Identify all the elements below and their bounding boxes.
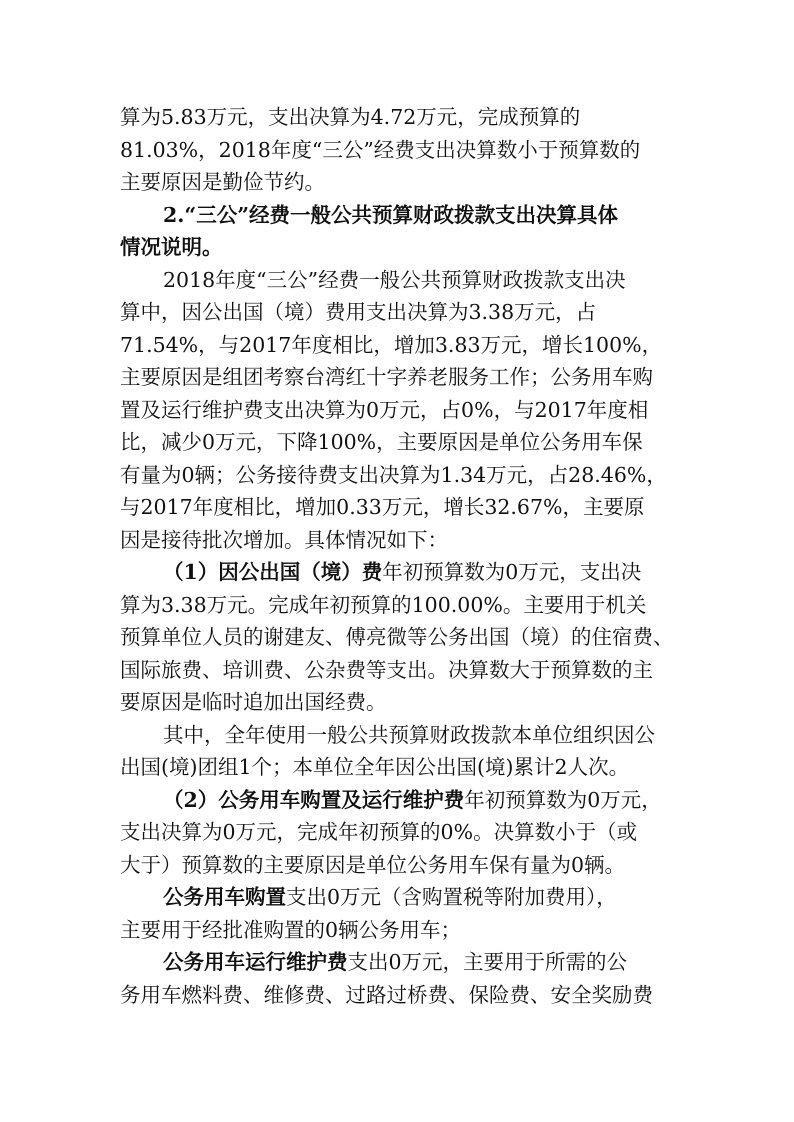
item-3-text: 支出0万元（含购置税等附加费用）， <box>286 885 617 909</box>
text-line: 其中，全年使用一般公共预算财政拨款本单位组织因公 <box>163 723 655 747</box>
item-2-text: 年初预算数为0万元， <box>464 788 662 812</box>
item-3-title: 公务用车购置 <box>163 885 286 909</box>
text-line: 比，减少0万元，下降100%，主要原因是单位公务用车保 <box>120 430 643 454</box>
text-line: 支出决算为0万元，完成年初预算的0%。决算数小于（或 <box>120 820 638 844</box>
item-2-title: （2）公务用车购置及运行维护费 <box>163 788 465 812</box>
item-4-text: 支出0万元，主要用于所需的公 <box>347 950 628 974</box>
text-line: 预算单位人员的谢建友、傅亮微等公务出国（境）的住宿费、 <box>120 625 674 649</box>
item-2-line <box>163 787 662 813</box>
text-line: 算为3.38万元。完成年初预算的100.00%。主要用于机关 <box>120 593 647 617</box>
text-line: 出国(境)团组1个；本单位全年因公出国(境)累计2人次。 <box>120 755 630 779</box>
section-heading-cont: 情况说明。 <box>120 235 223 259</box>
text-line: 务用车燃料费、维修费、过路过桥费、保险费、安全奖励费 <box>120 983 653 1007</box>
item-4-title: 公务用车运行维护费 <box>163 950 348 974</box>
text-line: 算为5.83万元，支出决算为4.72万元，完成预算的 <box>120 105 581 129</box>
text-line: 大于）预算数的主要原因是单位公务用车保有量为0辆。 <box>120 853 626 877</box>
item-1-line <box>163 559 641 585</box>
text-line: 主要用于经批准购置的0辆公务用车； <box>120 918 462 942</box>
text-line: 因是接待批次增加。具体情况如下： <box>120 528 448 552</box>
text-line: 有量为0辆；公务接待费支出决算为1.34万元，占28.46%， <box>120 463 667 487</box>
text-line: 与2017年度相比，增加0.33万元，增长32.67%，主要原 <box>120 495 645 519</box>
text-line: 2018年度“三公”经费一般公共预算财政拨款支出决 <box>163 268 626 292</box>
text-line: 主要原因是组团考察台湾红十字养老服务工作；公务用车购 <box>120 365 653 389</box>
item-4-line <box>163 949 627 975</box>
text-line: 置及运行维护费支出决算为0万元，占0%，与2017年度相 <box>120 398 649 422</box>
section-heading: 2.“三公”经费一般公共预算财政拨款支出决算具体 <box>163 203 618 227</box>
item-3-line <box>163 884 617 910</box>
text-line: 81.03%，2018年度“三公”经费支出决算数小于预算数的 <box>120 138 641 162</box>
text-line: 国际旅费、培训费、公杂费等支出。决算数大于预算数的主 <box>120 658 653 682</box>
text-line: 算中，因公出国（境）费用支出决算为3.38万元，占 <box>120 300 597 324</box>
text-line: 主要原因是勤俭节约。 <box>120 170 325 194</box>
item-1-title: （1）因公出国（境）费 <box>163 560 383 584</box>
text-line: 要原因是临时追加出国经费。 <box>120 690 387 714</box>
item-1-text: 年初预算数为0万元，支出决 <box>382 560 642 584</box>
text-line: 71.54%，与2017年度相比，增加3.83万元，增长100%， <box>120 333 663 357</box>
